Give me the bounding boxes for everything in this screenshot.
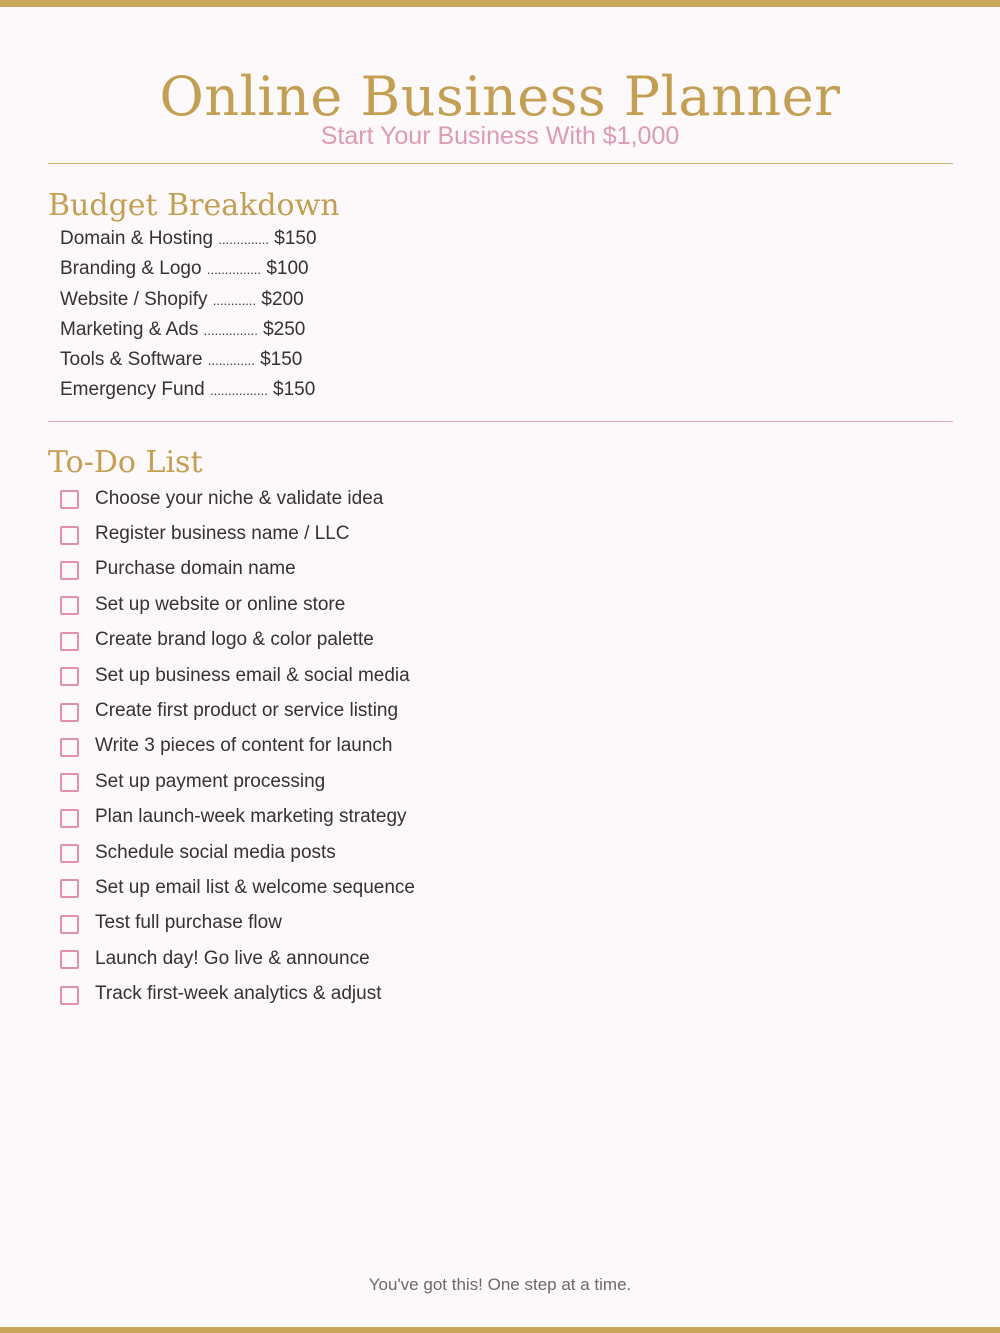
todo-item-label: Purchase domain name	[95, 558, 296, 580]
checkbox[interactable]	[60, 950, 79, 969]
todo-item-label: Register business name / LLC	[95, 523, 350, 545]
budget-list	[60, 224, 317, 406]
budget-item-label: Emergency Fund	[60, 379, 205, 401]
leader-dots: ................	[209, 383, 268, 399]
leader-dots: .............	[207, 353, 255, 369]
todo-item-label: Write 3 pieces of content for launch	[95, 735, 393, 757]
todo-list	[60, 481, 415, 1012]
checkbox[interactable]	[60, 596, 79, 615]
todo-item	[60, 587, 415, 622]
budget-item-label: Branding & Logo	[60, 258, 202, 280]
todo-item	[60, 693, 415, 728]
checkbox[interactable]	[60, 738, 79, 757]
budget-item	[60, 315, 317, 345]
checkbox[interactable]	[60, 915, 79, 934]
todo-item	[60, 623, 415, 658]
budget-item-label: Marketing & Ads	[60, 318, 199, 340]
todo-item	[60, 658, 415, 693]
budget-item-label: Domain & Hosting	[60, 228, 214, 249]
budget-item-amount: $150	[274, 228, 317, 249]
budget-item-amount: $100	[266, 258, 309, 280]
bottom-border	[0, 1327, 1000, 1333]
todo-section-title: To-Do List	[48, 445, 203, 480]
budget-item	[60, 345, 317, 375]
checkbox[interactable]	[60, 879, 79, 898]
budget-item-amount: $250	[263, 318, 306, 340]
todo-item	[60, 481, 415, 516]
todo-item	[60, 906, 415, 941]
section-divider	[48, 421, 953, 422]
checkbox[interactable]	[60, 809, 79, 828]
page-title: Online Business Planner	[159, 65, 841, 128]
budget-item-amount: $150	[260, 349, 303, 371]
todo-item-label: Create brand logo & color palette	[95, 629, 374, 651]
todo-item	[60, 516, 415, 551]
todo-item-label: Set up business email & social media	[95, 664, 410, 686]
todo-item-label: Choose your niche & validate idea	[95, 487, 384, 509]
todo-item	[60, 729, 415, 764]
todo-item-label: Set up payment processing	[95, 770, 326, 792]
page-subtitle: Start Your Business With $1,000	[320, 122, 680, 150]
todo-item	[60, 870, 415, 905]
footer-message: You've got this! One step at a time.	[368, 1275, 632, 1294]
leader-dots: ...............	[203, 322, 258, 338]
todo-item-label: Set up website or online store	[95, 593, 346, 615]
todo-item-label: Launch day! Go live & announce	[95, 947, 370, 969]
todo-item-label: Plan launch-week marketing strategy	[95, 806, 407, 828]
top-border	[0, 0, 1000, 7]
budget-item-label: Tools & Software	[60, 349, 203, 371]
budget-item-label: Website / Shopify	[60, 288, 208, 310]
checkbox[interactable]	[60, 490, 79, 509]
todo-item	[60, 800, 415, 835]
checkbox[interactable]	[60, 632, 79, 651]
budget-item-amount: $200	[261, 288, 304, 310]
checkbox[interactable]	[60, 526, 79, 545]
leader-dots: ............	[212, 292, 257, 308]
todo-item-label: Test full purchase flow	[95, 912, 282, 934]
todo-item-label: Create first product or service listing	[95, 700, 399, 722]
checkbox[interactable]	[60, 844, 79, 863]
checkbox[interactable]	[60, 667, 79, 686]
checkbox[interactable]	[60, 561, 79, 580]
header-divider	[48, 163, 953, 164]
todo-item	[60, 764, 415, 799]
leader-dots: ..............	[218, 232, 269, 247]
todo-item-label: Track first-week analytics & adjust	[95, 983, 382, 1005]
todo-item	[60, 835, 415, 870]
checkbox[interactable]	[60, 773, 79, 792]
checkbox[interactable]	[60, 703, 79, 722]
budget-item	[60, 254, 317, 284]
todo-item	[60, 552, 415, 587]
leader-dots: ...............	[206, 262, 262, 278]
budget-section-title: Budget Breakdown	[48, 188, 340, 223]
budget-item	[60, 375, 317, 405]
todo-item	[60, 976, 415, 1011]
budget-item	[60, 224, 317, 254]
budget-item-amount: $150	[273, 379, 316, 401]
checkbox[interactable]	[60, 986, 79, 1005]
budget-item	[60, 285, 317, 315]
todo-item-label: Schedule social media posts	[95, 841, 336, 863]
todo-item-label: Set up email list & welcome sequence	[95, 876, 415, 898]
todo-item	[60, 941, 415, 976]
